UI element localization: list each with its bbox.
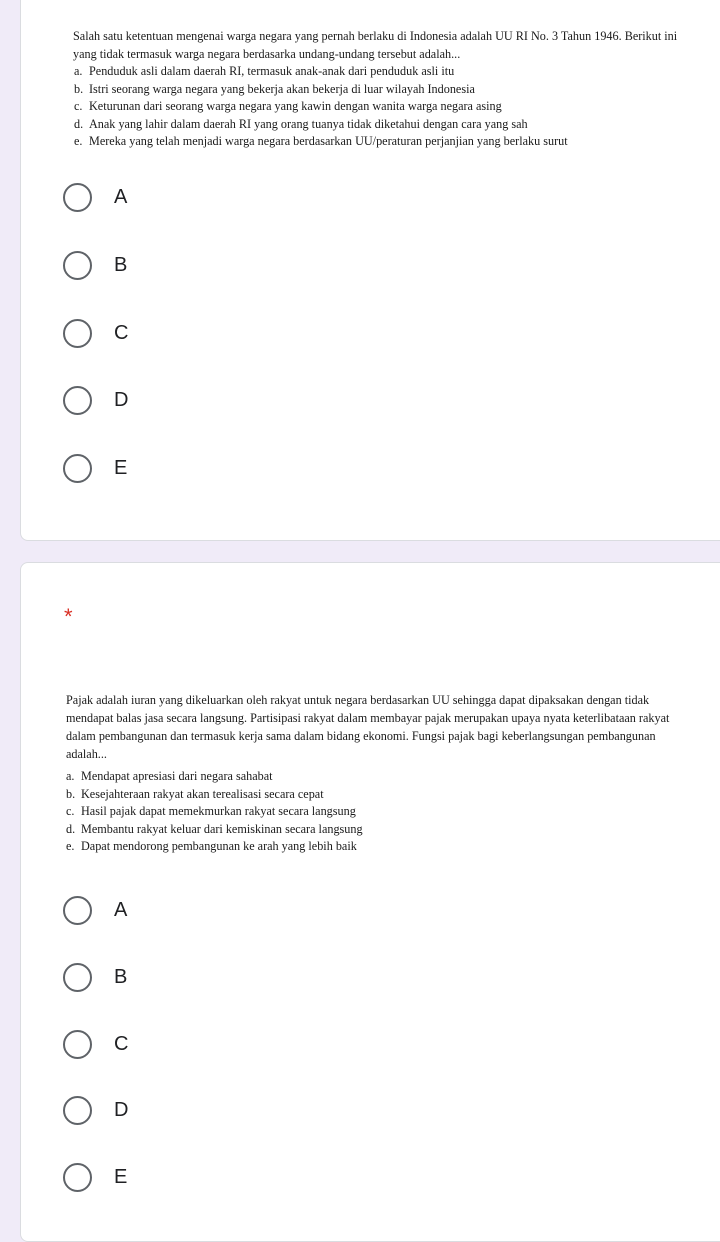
choice-label: E	[114, 1165, 128, 1188]
choice-label: C	[114, 1032, 129, 1055]
question-2-choice-d[interactable]	[63, 1093, 128, 1127]
question-2-stem: Pajak adalah iuran yang dikeluarkan oleh rakyat untuk negara berdasarkan UU sehingga dapat dipaksakan dengan tidak mendapat balas jasa secara langsung. Partisipasi rakyat dalam membayar pajak merupakan upaya nyata keterlibataan rakyat dalam pembangunan dan termasuk kerja sama dalam bidang ekonomi. Fungsi pajak bagi keberlangsungan pembangunan adalah...	[66, 693, 670, 761]
question-2-option-list	[66, 768, 696, 856]
question-2-option-b: b. Kesejahteraan rakyat akan terealisasi secara cepat	[66, 786, 324, 801]
radio-button[interactable]	[63, 454, 92, 483]
choice-label: D	[114, 388, 129, 411]
radio-button[interactable]	[63, 319, 92, 348]
radio-button[interactable]	[63, 183, 92, 212]
question-1-choice-b[interactable]	[63, 248, 127, 282]
question-1-choice-d[interactable]	[63, 383, 128, 417]
question-2-choice-a[interactable]	[63, 893, 127, 927]
question-2-choice-c[interactable]	[63, 1027, 128, 1061]
question-1-option-e: e. Mereka yang telah menjadi warga negara berdasarkan UU/peraturan perjanjian yang berlaku surut	[74, 134, 568, 148]
question-1-choice-c[interactable]	[63, 316, 128, 350]
radio-button[interactable]	[63, 1096, 92, 1125]
question-2-choice-b[interactable]	[63, 960, 127, 994]
question-1-option-a: a. Penduduk asli dalam daerah RI, termasuk anak-anak dari penduduk asli itu	[74, 64, 455, 78]
question-1-choice-a[interactable]	[63, 180, 127, 214]
question-1-option-list	[74, 63, 694, 151]
radio-button[interactable]	[63, 251, 92, 280]
question-2-choice-e[interactable]	[63, 1160, 127, 1194]
question-2-option-e: e. Dapat mendorong pembangunan ke arah yang lebih baik	[66, 839, 357, 853]
choice-label: C	[114, 321, 129, 344]
choice-label: D	[114, 1098, 129, 1121]
question-2-option-c: c. Hasil pajak dapat memekmurkan rakyat secara langsung	[66, 804, 356, 818]
choice-label: E	[114, 456, 128, 479]
question-1-option-c: c. Keturunan dari seorang warga negara yang kawin dengan wanita warga negara asing	[74, 99, 502, 113]
radio-button[interactable]	[63, 1030, 92, 1059]
question-1-option-d: d. Anak yang lahir dalam daerah RI yang orang tuanya tidak diketahui dengan cara yang sah	[74, 116, 528, 131]
radio-button[interactable]	[63, 896, 92, 925]
question-1-image	[74, 28, 694, 151]
radio-button[interactable]	[63, 386, 92, 415]
question-2-option-a: a. Mendapat apresiasi dari negara sahabat	[66, 769, 273, 783]
choice-label: A	[114, 898, 128, 921]
question-1-stem: Salah satu ketentuan mengenai warga negara yang pernah berlaku di Indonesia adalah UU RI No. 3 Tahun 1946. Berikut ini yang tidak termasuk warga negara berdasarka undang-undang tersebut adalah...	[73, 29, 678, 61]
question-1-option-b: b. Istri seorang warga negara yang bekerja akan bekerja di luar wilayah Indonesia	[74, 81, 475, 96]
question-2-image	[66, 691, 696, 856]
choice-label: B	[114, 965, 128, 988]
radio-button[interactable]	[63, 1163, 92, 1192]
choice-label: B	[114, 253, 128, 276]
radio-button[interactable]	[63, 963, 92, 992]
choice-label: A	[114, 185, 128, 208]
question-1-choice-e[interactable]	[63, 451, 127, 485]
required-asterisk: *	[64, 604, 73, 629]
question-2-option-d: d. Membantu rakyat keluar dari kemiskinan secara langsung	[66, 821, 363, 836]
